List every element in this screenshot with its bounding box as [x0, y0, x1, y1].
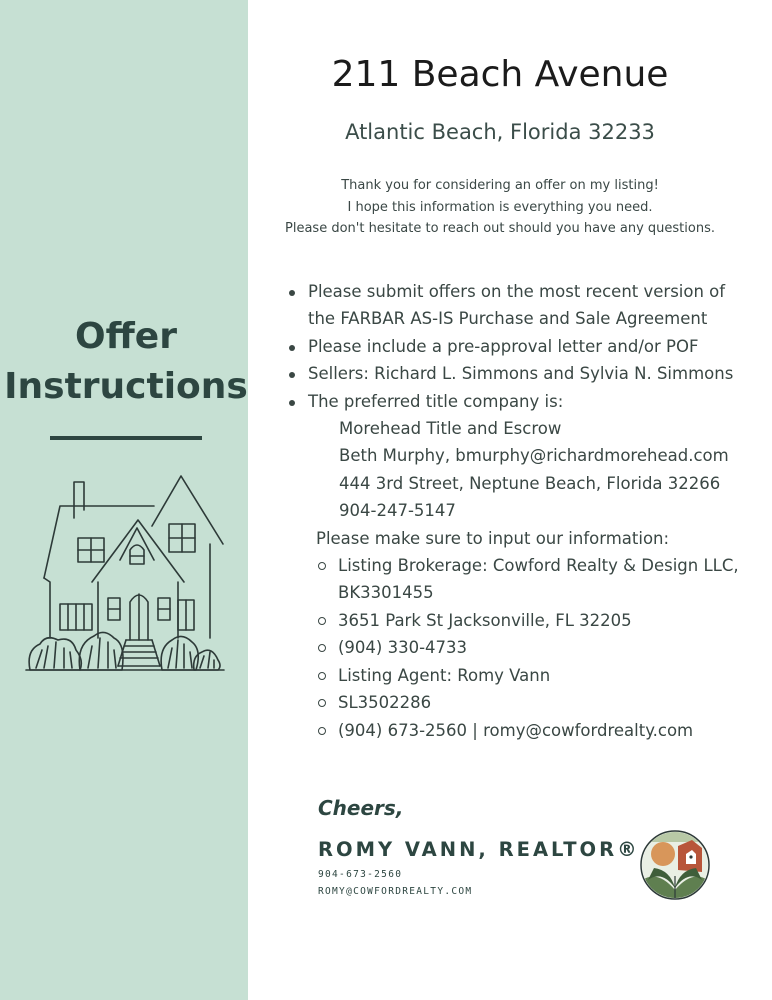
property-city: Atlantic Beach, Florida 32233 — [345, 120, 655, 144]
list-item — [308, 360, 770, 387]
agent-phone: 904-673-2560 — [318, 869, 403, 880]
bullet-icon — [289, 290, 295, 296]
bullet-icon — [289, 400, 295, 406]
signoff: Cheers, — [318, 796, 404, 820]
instruction-text: Please include a pre-approval letter and/or POF — [308, 336, 699, 356]
title-company-address: 444 3rd Street, Neptune Beach, Florida 32266 — [339, 473, 721, 493]
list-item — [338, 552, 770, 607]
circle-bullet-icon — [318, 727, 326, 735]
brokerage-license: BK3301455 — [338, 583, 434, 603]
list-item — [308, 388, 770, 415]
main-content — [248, 0, 772, 1000]
agent-contact: (904) 673-2560 | romy@cowfordrealty.com — [338, 720, 694, 740]
instruction-text: The preferred title company is: — [308, 391, 564, 411]
title-company-name: Morehead Title and Escrow — [339, 419, 562, 439]
sidebar-title — [0, 312, 252, 412]
brokerage-phone: (904) 330-4733 — [338, 638, 468, 658]
instruction-text: Please submit offers on the most recent version of — [308, 282, 726, 301]
title-company-block — [308, 415, 770, 525]
instruction-text: the FARBAR AS-IS Purchase and Sale Agreement — [308, 309, 708, 329]
brokerage-line: Listing Brokerage: Cowford Realty & Design LLC, — [338, 556, 739, 576]
thanks-line-3: Please don't hesitate to reach out should you have any questions. — [285, 221, 715, 236]
list-item — [338, 717, 770, 744]
instruction-text: Sellers: Richard L. Simmons and Sylvia N. Simmons — [308, 364, 734, 384]
list-item — [338, 689, 770, 716]
sidebar — [0, 0, 248, 1000]
circle-bullet-icon — [318, 617, 326, 625]
thanks-line-2: I hope this information is everything you need. — [347, 199, 653, 215]
property-address: 211 Beach Avenue — [331, 54, 669, 95]
agent-email: ROMY@COWFORDREALTY.COM — [318, 886, 473, 897]
title-divider — [50, 436, 202, 440]
circle-bullet-icon — [318, 562, 326, 570]
agent-license: SL3502286 — [338, 693, 432, 713]
bullet-icon — [289, 372, 295, 378]
brokerage-info-list — [308, 552, 770, 744]
list-item — [308, 333, 770, 360]
listing-agent: Listing Agent: Romy Vann — [338, 665, 551, 685]
agent-name: ROMY VANN, REALTOR® — [318, 838, 640, 861]
list-item — [338, 662, 770, 689]
list-item — [338, 607, 770, 634]
list-item — [308, 278, 770, 333]
list-item — [338, 634, 770, 661]
cowford-logo-icon — [640, 830, 710, 900]
input-info-note: Please make sure to input our information: — [316, 528, 670, 548]
title-company-contact: Beth Murphy, bmurphy@richardmorehead.com — [339, 446, 729, 466]
sidebar-title-line2: Instructions — [4, 366, 248, 407]
title-company-phone: 904-247-5147 — [339, 501, 456, 521]
circle-bullet-icon — [318, 699, 326, 707]
brokerage-address: 3651 Park St Jacksonville, FL 32205 — [338, 610, 632, 630]
sidebar-title-line1: Offer — [75, 316, 177, 357]
bullet-icon — [289, 345, 295, 351]
thank-you-message — [248, 175, 752, 240]
circle-bullet-icon — [318, 672, 326, 680]
instructions-list — [308, 278, 770, 744]
circle-bullet-icon — [318, 644, 326, 652]
thanks-line-1: Thank you for considering an offer on my listing! — [341, 178, 659, 193]
house-illustration-icon — [24, 470, 230, 676]
